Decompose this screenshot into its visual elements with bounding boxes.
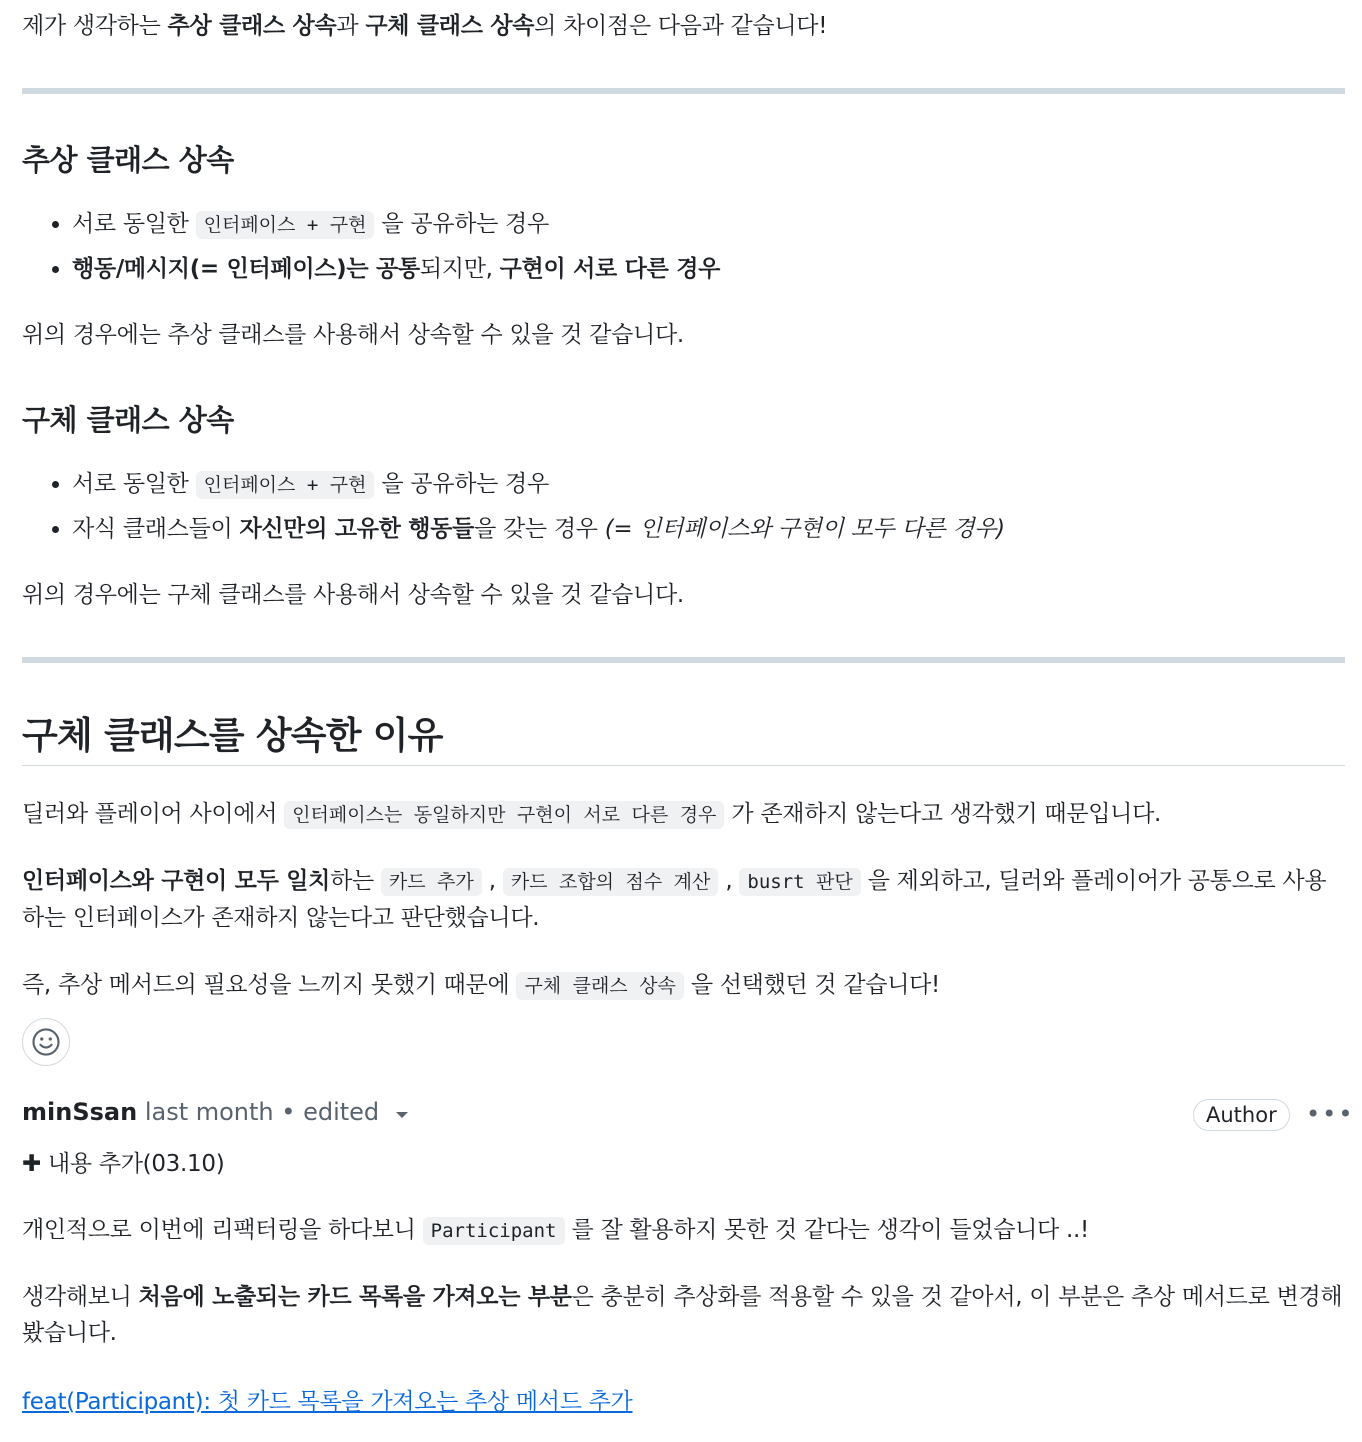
intro-text: 과 bbox=[336, 13, 366, 39]
inline-code: 구체 클래스 상속 bbox=[516, 972, 683, 1000]
para-text: 를 잘 활용하지 못한 것 같다는 생각이 들었습니다 ..! bbox=[564, 1217, 1089, 1243]
heading-underline bbox=[22, 765, 1345, 766]
para-text: 하는 bbox=[330, 868, 381, 894]
intro-paragraph bbox=[22, 8, 1345, 44]
concrete-conclusion: 위의 경우에는 구체 클래스를 사용해서 상속할 수 있을 것 같습니다. bbox=[22, 582, 684, 608]
para-text: , bbox=[718, 868, 740, 894]
para-text: 은 충분히 추상화를 적용할 수 있을 것 같아서, 이 부분은 추상 메서드로 변경해 봤습니다. bbox=[22, 1284, 1343, 1346]
commit-link[interactable]: feat(Participant): 첫 카드 목록을 가져오는 추상 메서드 추가 bbox=[22, 1389, 633, 1415]
para-bold: 처음에 노출되는 카드 목록을 가져오는 부분 bbox=[138, 1284, 572, 1310]
list-text: 을 갖는 경우 bbox=[474, 516, 605, 542]
para-text: 딜러와 플레이어 사이에서 bbox=[22, 801, 285, 827]
abstract-conclusion: 위의 경우에는 추상 클래스를 사용해서 상속할 수 있을 것 같습니다. bbox=[22, 322, 684, 348]
divider bbox=[22, 657, 1345, 663]
add-reaction-button[interactable] bbox=[22, 1018, 70, 1066]
para-text: 개인적으로 이번에 리팩터링을 하다보니 bbox=[22, 1217, 423, 1243]
list-text: 자식 클래스들이 bbox=[72, 516, 240, 542]
intro-text: 의 차이점은 다음과 같습니다! bbox=[534, 13, 828, 39]
concrete-list bbox=[22, 466, 1005, 555]
reason-paragraph-1 bbox=[22, 796, 1345, 833]
intro-text: 제가 생각하는 bbox=[22, 13, 168, 39]
heading-concrete: 구체 클래스 상속 bbox=[22, 403, 234, 437]
inline-code: 인터페이스 + 구현 bbox=[196, 471, 375, 499]
heading-abstract: 추상 클래스 상속 bbox=[22, 143, 234, 177]
list-text: 을 공유하는 경우 bbox=[374, 471, 549, 497]
list-item bbox=[72, 206, 720, 243]
inline-code: Participant bbox=[423, 1217, 565, 1245]
comment-paragraph-2 bbox=[22, 1279, 1345, 1351]
list-item bbox=[72, 511, 1005, 547]
intro-bold-abstract: 추상 클래스 상속 bbox=[167, 13, 337, 39]
more-options-icon[interactable]: ••• bbox=[1306, 1100, 1355, 1128]
add-content-line bbox=[22, 1146, 1345, 1182]
comment-header bbox=[22, 1098, 409, 1126]
list-text: 되지만, bbox=[419, 256, 500, 282]
para-text: 가 존재하지 않는다고 생각했기 때문입니다. bbox=[724, 801, 1162, 827]
commit-link-paragraph bbox=[22, 1384, 1345, 1420]
list-italic: (= 인터페이스와 구현이 모두 다른 경우) bbox=[604, 516, 1005, 542]
smiley-icon bbox=[31, 1027, 61, 1057]
caret-down-icon bbox=[395, 1110, 409, 1120]
edited-dropdown[interactable] bbox=[303, 1098, 409, 1126]
plus-icon: ✚ bbox=[22, 1151, 41, 1177]
para-text: 을 선택했던 것 같습니다! bbox=[683, 972, 940, 998]
heading-reason: 구체 클래스를 상속한 이유 bbox=[22, 714, 443, 757]
inline-code: 카드 조합의 점수 계산 bbox=[503, 868, 719, 896]
inline-code: busrt 판단 bbox=[739, 868, 860, 896]
para-text: 즉, 추상 메서드의 필요성을 느끼지 못했기 때문에 bbox=[22, 972, 517, 998]
separator-dot: • bbox=[281, 1098, 296, 1126]
para-text: 생각해보니 bbox=[22, 1284, 139, 1310]
list-item bbox=[72, 466, 1005, 503]
list-text: 서로 동일한 bbox=[72, 471, 196, 497]
abstract-list bbox=[22, 206, 720, 295]
list-item bbox=[72, 251, 720, 287]
list-text: 서로 동일한 bbox=[72, 211, 196, 237]
timestamp-link[interactable]: last month bbox=[144, 1098, 274, 1126]
author-badge: Author bbox=[1193, 1099, 1290, 1131]
intro-bold-concrete: 구체 클래스 상속 bbox=[365, 13, 535, 39]
list-text: 을 공유하는 경우 bbox=[374, 211, 549, 237]
list-bold: 구현이 서로 다른 경우 bbox=[499, 256, 721, 282]
divider bbox=[22, 88, 1345, 94]
edited-label: edited bbox=[303, 1098, 380, 1126]
para-bold: 인터페이스와 구현이 모두 일치 bbox=[22, 868, 331, 894]
reason-paragraph-2 bbox=[22, 863, 1345, 936]
para-text: , bbox=[481, 868, 503, 894]
para-text: 을 제외하고, 딜러와 플레이어가 공통으로 사용하는 인터페이스가 존재하지 않는다고 판단했습니다. bbox=[22, 868, 1327, 931]
reason-paragraph-3 bbox=[22, 967, 1345, 1004]
inline-code: 카드 추가 bbox=[381, 868, 482, 896]
author-link[interactable]: minSsan bbox=[22, 1098, 138, 1126]
comment-paragraph-1 bbox=[22, 1212, 1345, 1249]
inline-code: 인터페이스 + 구현 bbox=[196, 211, 375, 239]
inline-code: 인터페이스는 동일하지만 구현이 서로 다른 경우 bbox=[284, 801, 724, 829]
list-bold: 행동/메시지(= 인터페이스)는 공통 bbox=[72, 256, 420, 282]
list-bold: 자신만의 고유한 행동들 bbox=[239, 516, 475, 542]
add-content-text: 내용 추가(03.10) bbox=[40, 1151, 225, 1177]
